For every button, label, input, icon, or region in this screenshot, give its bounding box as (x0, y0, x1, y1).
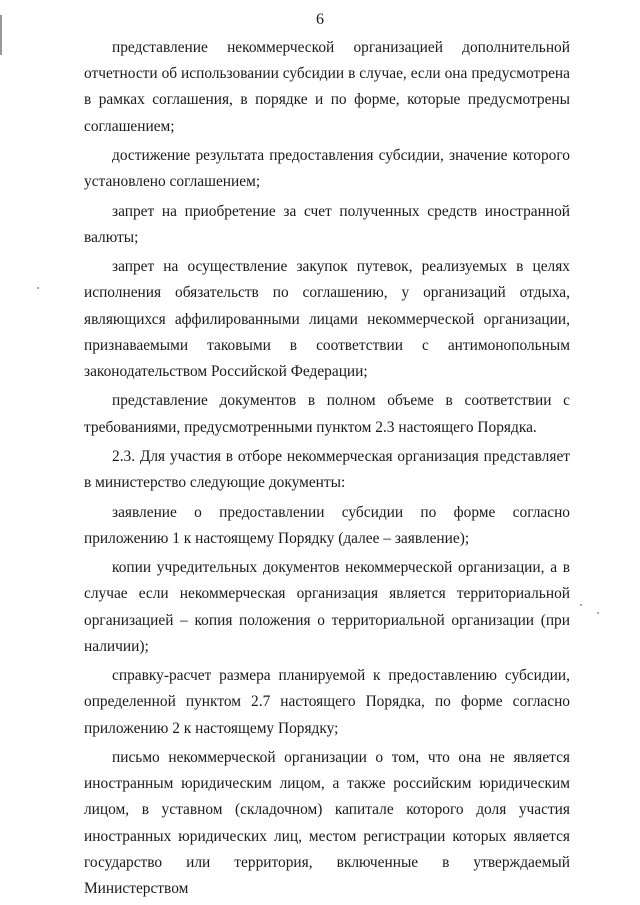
paragraph: заявление о предоставлении субсидии по форме согласно приложению 1 к настоящему Порядку (далее – заявление); (84, 503, 570, 547)
scan-speck (580, 604, 582, 606)
paragraph: 2.3. Для участия в отборе некоммерческая организация представляет в министерство следующие документы: (84, 447, 570, 492)
body-text (84, 35, 570, 905)
paragraph: справку-расчет размера планируемой к предоставлению субсидии, определенной пунктом 2.7 настоящего Порядка, по форме согласно приложению 2 к настоящему Порядку; (84, 667, 570, 737)
paragraph: представление документов в полном объеме в соответствии с требованиями, предусмотренными пунктом 2.3 настоящего Порядка. (84, 392, 570, 436)
paragraph: запрет на осуществление закупок путевок, реализуемых в целях исполнения обязательств по соглашению, у организаций отдыха, являющихся аффилированными лицами некоммерческой организации, признаваемыми таковыми в соответствии с антимонопольным законодательством Российской Федерации; (84, 258, 570, 380)
paragraph: письмо некоммерческой организации о том, что она не является иностранным юридическим лицом, а также российским юридическим лицом, в уставном (складочном) капитале которого доля участия иностранных юридических лиц, местом регистрации которых является государство или территория, включенные в утверждаемый Министерством (84, 748, 570, 897)
scan-speck (597, 612, 599, 614)
scan-speck (37, 287, 39, 289)
paragraph: достижение результата предоставления субсидии, значение которого установлено соглашением; (84, 147, 570, 191)
page-number: 6 (316, 11, 324, 28)
paragraph: запрет на приобретение за счет полученных средств иностранной валюты; (84, 202, 570, 246)
paragraph: представление некоммерческой организацией дополнительной отчетности об использовании субсидии в случае, если она предусмотрена в рамках соглашения, в порядке и по форме, которые предусмотрены соглашением; (84, 39, 570, 135)
paragraph: копии учредительных документов некоммерческой организации, а в случае если некоммерческая организация является территориальной организацией – копия положения о территориальной организации (при наличии); (84, 559, 570, 655)
